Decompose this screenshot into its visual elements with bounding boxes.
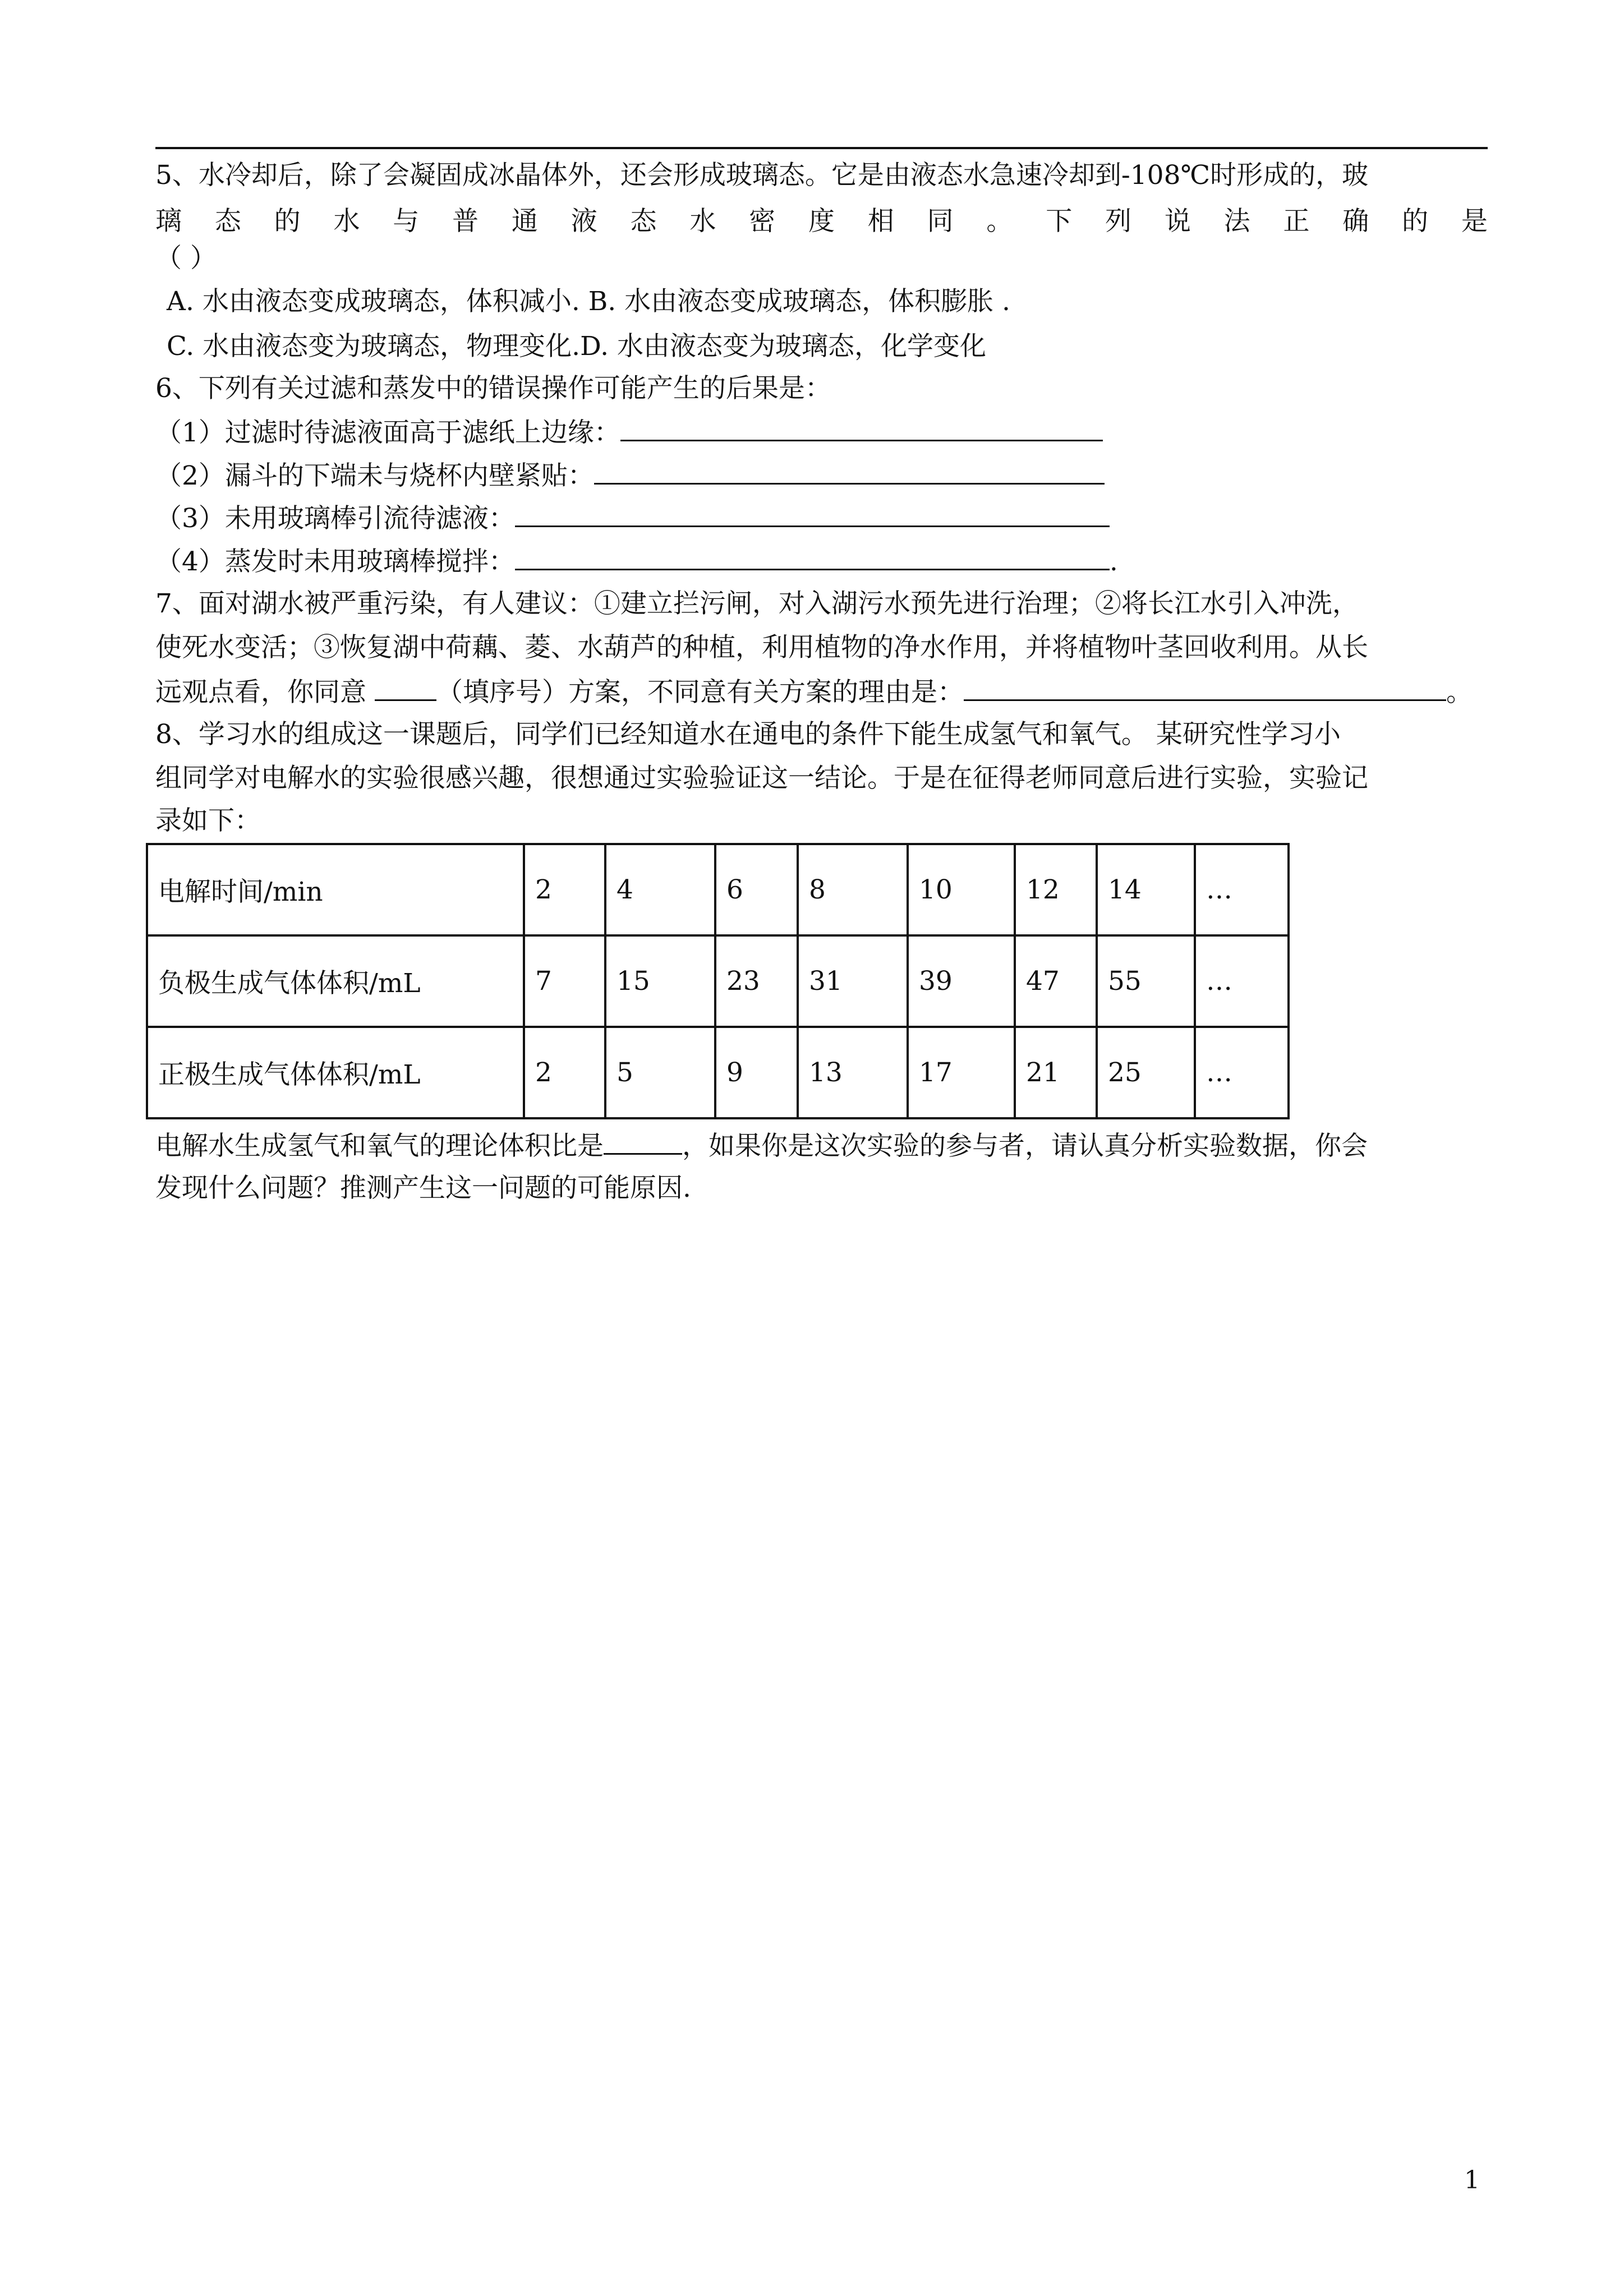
q8-after-a: 电解水生成氢气和氧气的理论体积比是	[155, 1131, 604, 1161]
q5-line2-char: 说	[1164, 206, 1191, 237]
table-cell: 8	[798, 844, 908, 935]
table-cell: 31	[798, 935, 908, 1027]
q8-line1: 8、学习水的组成这一课题后，同学们已经知道水在通电的条件下能生成氢气和氧气。 某研究性学习小	[155, 719, 1341, 750]
table-row-label: 负极生成气体体积/mL	[147, 935, 524, 1027]
q8-ratio-blank[interactable]	[604, 1128, 682, 1155]
q5-line2	[155, 205, 1488, 238]
q7-line2: 使死水变活；③恢复湖中荷藕、菱、水葫芦的种植，利用植物的净水作用，并将植物叶茎回收利用。从长	[155, 632, 1368, 663]
q8-line3: 录如下：	[155, 805, 261, 836]
q8-after-line1	[155, 1128, 1368, 1163]
table-cell: 21	[1015, 1027, 1097, 1118]
q7-line3-end: 。	[1446, 677, 1473, 708]
q7-line3-a: 远观点看，你同意	[155, 677, 366, 708]
header-rule	[155, 147, 1488, 149]
table-row-label: 电解时间/min	[147, 844, 524, 935]
q5-line2-char: 态	[630, 206, 657, 237]
q5-line2-char: 密	[749, 206, 776, 237]
table-cell: 5	[605, 1027, 715, 1118]
q6-item-2-blank[interactable]	[594, 458, 1105, 485]
q5-line2-char: 是	[1461, 206, 1488, 237]
q5-line2-char: 相	[867, 206, 894, 237]
q5-line2-char: 的	[274, 206, 301, 237]
table-cell: 23	[715, 935, 798, 1027]
table-cell: 39	[908, 935, 1015, 1027]
q6-stem: 6、下列有关过滤和蒸发中的错误操作可能产生的后果是：	[155, 373, 831, 404]
table-cell: 2	[524, 1027, 605, 1118]
q7-reason-blank[interactable]	[964, 675, 1446, 701]
q5-line2-char: 璃	[155, 206, 182, 237]
table-cell: 55	[1097, 935, 1195, 1027]
q5-line2-char: 的	[1402, 206, 1429, 237]
electrolysis-data-table	[146, 843, 1290, 1119]
q5-answer-paren: （ ）	[155, 243, 217, 274]
q5-line2-char: 。	[986, 206, 1013, 237]
q6-item-2-text: （2）漏斗的下端未与烧杯内壁紧贴：	[155, 460, 594, 491]
q5-line2-char: 通	[511, 206, 538, 237]
table-cell: 17	[908, 1027, 1015, 1118]
q7-choice-blank[interactable]	[375, 675, 436, 701]
table-cell: …	[1195, 935, 1289, 1027]
q5-line2-char: 度	[808, 206, 835, 237]
q7-line1: 7、面对湖水被严重污染，有人建议：①建立拦污闸，对入湖污水预先进行治理；②将长江水引入冲洗，	[155, 588, 1359, 619]
page-number: 1	[1464, 2166, 1480, 2194]
q8-after-b: ，如果你是这次实验的参与者，请认真分析实验数据，你会	[682, 1131, 1368, 1161]
q5-line2-char: 正	[1283, 206, 1310, 237]
table-cell: 15	[605, 935, 715, 1027]
q5-line2-char: 水	[333, 206, 360, 237]
q5-line2-char: 确	[1342, 206, 1369, 237]
table-cell: 2	[524, 844, 605, 935]
q5-line2-char: 同	[927, 206, 954, 237]
table-cell: 10	[908, 844, 1015, 935]
q6-item-4	[155, 544, 1118, 579]
q6-item-3	[155, 501, 1110, 536]
q7-line3	[155, 675, 1473, 709]
q5-options-cd: C. 水由液态变为玻璃态，物理变化.D. 水由液态变为玻璃态，化学变化	[167, 331, 986, 362]
q6-item-3-blank[interactable]	[515, 501, 1110, 527]
table-cell: 6	[715, 844, 798, 935]
q8-after-line2: 发现什么问题？推测产生这一问题的可能原因.	[155, 1173, 691, 1204]
table-cell: 4	[605, 844, 715, 935]
table-row-negative	[147, 935, 1289, 1027]
table-cell: 7	[524, 935, 605, 1027]
table-row-label: 正极生成气体体积/mL	[147, 1027, 524, 1118]
q6-item-4-end: .	[1109, 546, 1118, 577]
table-row-positive	[147, 1027, 1289, 1118]
q6-item-1	[155, 415, 1103, 450]
table-cell: 12	[1015, 844, 1097, 935]
q7-line3-b: （填序号）方案，不同意有关方案的理由是：	[436, 677, 964, 708]
q5-line2-char: 下	[1046, 206, 1073, 237]
q5-line2-char: 普	[452, 206, 479, 237]
q5-options-ab: A. 水由液态变成玻璃态，体积减小. B. 水由液态变成玻璃态，体积膨胀 .	[167, 286, 1010, 317]
q6-item-1-blank[interactable]	[620, 415, 1103, 441]
table-cell: 13	[798, 1027, 908, 1118]
table-cell: 9	[715, 1027, 798, 1118]
table-cell: 25	[1097, 1027, 1195, 1118]
q6-item-2	[155, 458, 1105, 493]
q5-line2-char: 与	[393, 206, 420, 237]
q5-line2-char: 态	[214, 206, 241, 237]
q5-line2-char: 列	[1105, 206, 1131, 237]
q6-item-4-blank[interactable]	[515, 544, 1110, 570]
q6-item-3-text: （3）未用玻璃棒引流待滤液：	[155, 503, 515, 534]
q5-line2-char: 液	[571, 206, 597, 237]
q6-item-1-text: （1）过滤时待滤液面高于滤纸上边缘：	[155, 417, 620, 448]
q5-line1: 5、水冷却后，除了会凝固成冰晶体外，还会形成玻璃态。它是由液态水急速冷却到-108℃时形成的，玻	[155, 160, 1369, 191]
table-cell: …	[1195, 844, 1289, 935]
q5-line2-char: 水	[689, 206, 716, 237]
q5-line2-char: 法	[1223, 206, 1250, 237]
q8-line2: 组同学对电解水的实验很感兴趣，很想通过实验验证这一结论。于是在征得老师同意后进行实验，实验记	[155, 763, 1368, 794]
q6-item-4-text: （4）蒸发时未用玻璃棒搅拌：	[155, 546, 515, 577]
table-row-time	[147, 844, 1289, 935]
table-cell: 14	[1097, 844, 1195, 935]
table-cell: …	[1195, 1027, 1289, 1118]
table-cell: 47	[1015, 935, 1097, 1027]
